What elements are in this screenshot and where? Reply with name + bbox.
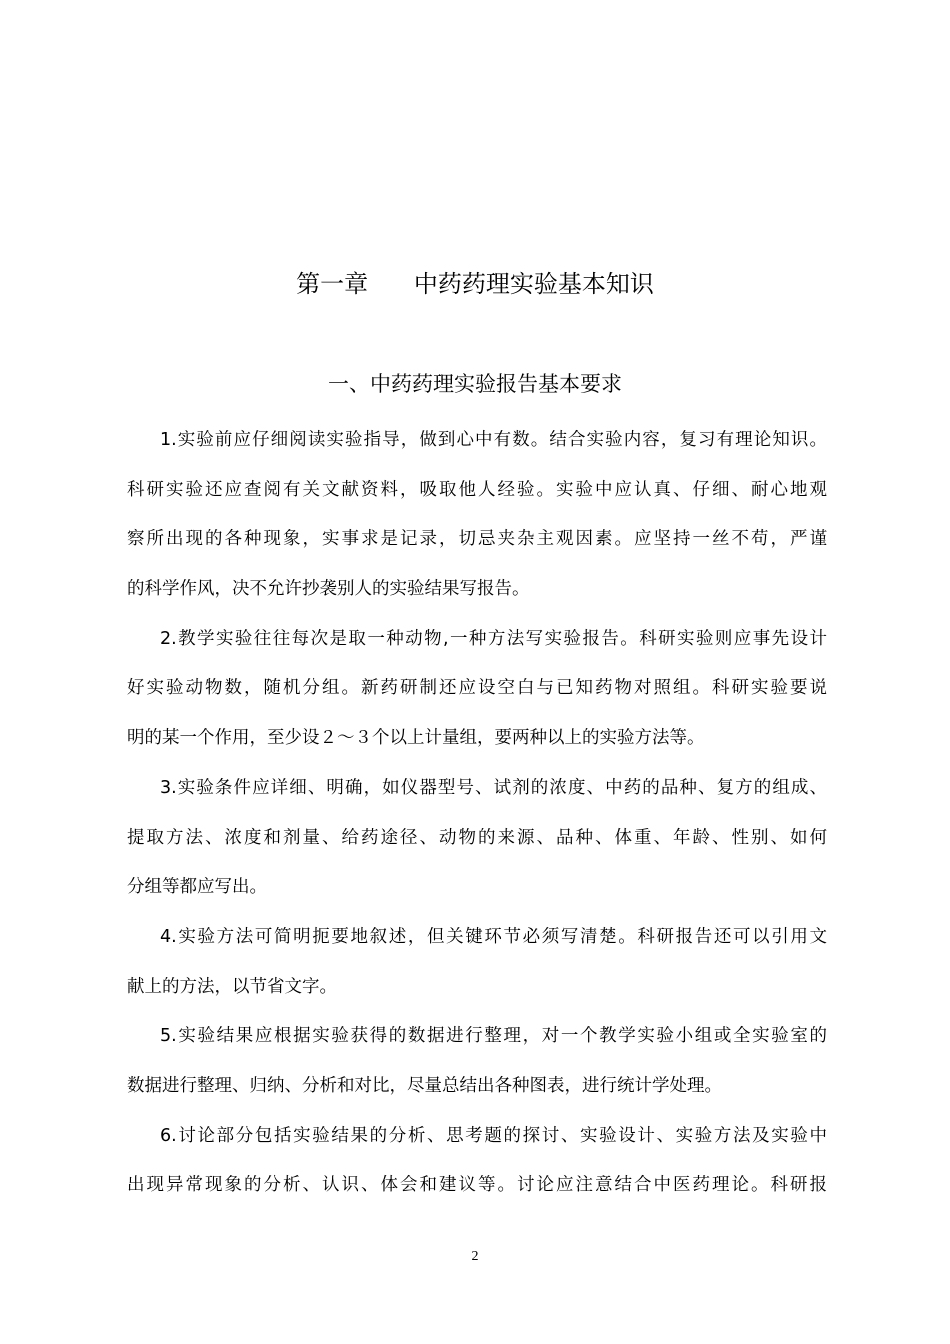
paragraph-line: 明的某一个作用，至少设２～３个以上计量组，要两种以上的实验方法等。 [127, 728, 705, 749]
paragraph-1 [127, 416, 827, 615]
paragraph-line: 好实验动物数，随机分组。新药研制还应设空白与已知药物对照组。科研实验要说 [127, 678, 827, 699]
paragraph-4 [127, 913, 827, 1012]
paragraph-line: 5.实验结果应根据实验获得的数据进行整理，对一个教学实验小组或全实验室的 [160, 1026, 827, 1047]
paragraph-line: 出现异常现象的分析、认识、体会和建议等。讨论应注意结合中医药理论。科研报 [127, 1175, 827, 1196]
paragraph-2 [127, 615, 827, 764]
paragraph-line: 3.实验条件应详细、明确，如仪器型号、试剂的浓度、中药的品种、复方的组成、 [160, 777, 827, 798]
paragraph-line: 数据进行整理、归纳、分析和对比，尽量总结出各种图表，进行统计学处理。 [127, 1075, 722, 1096]
paragraph-3 [127, 764, 827, 913]
paragraph-line: 4.实验方法可简明扼要地叙述，但关键环节必须写清楚。科研报告还可以引用文 [160, 926, 827, 947]
page-number: 2 [471, 1249, 479, 1264]
paragraph-line: 6.讨论部分包括实验结果的分析、思考题的探讨、实验设计、实验方法及实验中 [160, 1125, 827, 1146]
paragraph-6 [127, 1112, 827, 1211]
paragraph-line: 察所出现的各种现象，实事求是记录，切忌夹杂主观因素。应坚持一丝不苟，严谨 [127, 529, 827, 550]
paragraph-line: 分组等都应写出。 [127, 877, 267, 898]
section-title: 一、中药药理实验报告基本要求 [328, 372, 622, 396]
paragraph-line: 提取方法、浓度和剂量、给药途径、动物的来源、品种、体重、年龄、性别、如何 [127, 827, 827, 848]
paragraph-line: 的科学作风，决不允许抄袭别人的实验结果写报告。 [127, 579, 530, 600]
paragraph-5 [127, 1012, 827, 1111]
paragraph-line: 献上的方法，以节省文字。 [127, 976, 337, 997]
paragraph-line: 1.实验前应仔细阅读实验指导，做到心中有数。结合实验内容，复习有理论知识。 [160, 430, 827, 450]
chapter-title: 第一章 中药药理实验基本知识 [296, 270, 654, 298]
paragraph-line: 科研实验还应查阅有关文献资料，吸取他人经验。实验中应认真、仔细、耐心地观 [127, 479, 827, 500]
paragraph-line: 2.教学实验往往每次是取一种动物,一种方法写实验报告。科研实验则应事先设计 [160, 628, 827, 649]
body-text [127, 416, 827, 1211]
